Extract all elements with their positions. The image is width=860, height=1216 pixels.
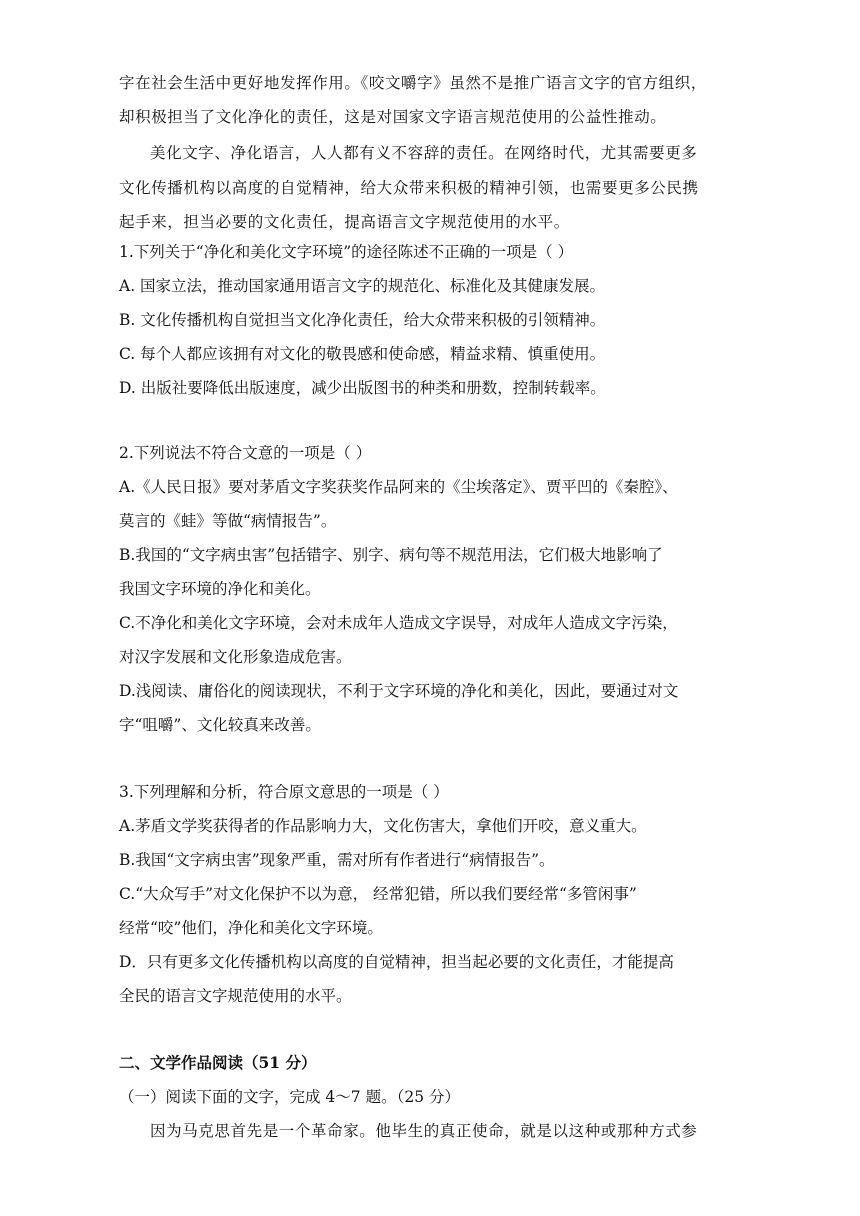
question-2-option-a-line-2: 莫言的《蛙》等做“病情报告”。: [119, 512, 337, 530]
question-2-option-a-line-1: A.《人民日报》要对茅盾文字奖获奖作品阿来的《尘埃落定》、贾平凹的《秦腔》、: [119, 478, 678, 496]
question-1-option-b: B. 文化传播机构自觉担当文化净化责任，给大众带来积极的引领精神。: [119, 311, 606, 329]
section-2-heading: 二、文学作品阅读（51 分）: [119, 1053, 317, 1072]
passage-line-2: 却积极担当了文化净化的责任，这是对国家文字语言规范使用的公益性推动。: [119, 108, 667, 126]
question-1-option-a: A. 国家立法，推动国家通用语言文字的规范化、标准化及其健康发展。: [119, 277, 606, 295]
question-2-option-b-line-2: 我国文字环境的净化和美化。: [119, 580, 321, 598]
question-2-option-c-line-2: 对汉字发展和文化形象造成危害。: [119, 648, 352, 666]
question-3-option-c-line-2: 经常“咬”他们，净化和美化文字环境。: [119, 919, 383, 937]
question-3-option-b: B.我国“文字病虫害”现象严重，需对所有作者进行“病情报告”。: [119, 851, 555, 869]
section-2-subheading: （一）阅读下面的文字，完成 4～7 题。（25 分）: [119, 1088, 460, 1106]
question-3-stem: 3.下列理解和分析，符合原文意思的一项是（ ）: [119, 783, 449, 801]
question-2-option-c-line-1: C.不净化和美化文字环境，会对未成年人造成文字误导，对成年人造成文字污染，: [119, 614, 678, 632]
question-2-option-b-line-1: B.我国的“文字病虫害”包括错字、别字、病句等不规范用法，它们极大地影响了: [119, 546, 663, 564]
passage-line-4: 文化传播机构以高度的自觉精神，给大众带来积极的精神引领，也需要更多公民携: [119, 179, 699, 197]
question-1-stem: 1.下列关于“净化和美化文字环境”的途径陈述不正确的一项是（ ）: [119, 243, 574, 261]
question-2-stem: 2.下列说法不符合文意的一项是（ ）: [119, 444, 372, 462]
passage-line-1: 字在社会生活中更好地发挥作用。《咬文嚼字》虽然不是推广语言文字的官方组织，: [119, 74, 707, 92]
question-3-option-d-line-1: D．只有更多文化传播机构以高度的自觉精神，担当起必要的文化责任，才能提高: [119, 953, 674, 971]
question-3-option-d-line-2: 全民的语言文字规范使用的水平。: [119, 987, 352, 1005]
question-2-option-d-line-2: 字“咀嚼”、文化较真来改善。: [119, 716, 321, 734]
passage-line-5: 起手来，担当必要的文化责任，提高语言文字规范使用的水平。: [119, 213, 570, 231]
question-1-option-c: C. 每个人都应该拥有对文化的敬畏感和使命感，精益求精、慎重使用。: [119, 345, 606, 363]
question-3-option-a: A.茅盾文学奖获得者的作品影响力大，文化伤害大，拿他们开咬，意义重大。: [119, 817, 647, 835]
question-2-option-d-line-1: D.浅阅读、庸俗化的阅读现状，不利于文字环境的净化和美化，因此，要通过对文: [119, 682, 679, 700]
question-1-option-d: D. 出版社要降低出版速度，减少出版图书的种类和册数，控制转载率。: [119, 379, 606, 397]
passage-line-3: 美化文字、净化语言，人人都有义不容辞的责任。在网络时代，尤其需要更多: [150, 144, 698, 162]
section-2-first-line: 因为马克思首先是一个革命家。他毕生的真正使命，就是以这种或那种方式参: [150, 1122, 698, 1140]
question-3-option-c-line-1: C.“大众写手”对文化保护不以为意， 经常犯错，所以我们要经常“多管闲事”: [119, 885, 637, 903]
